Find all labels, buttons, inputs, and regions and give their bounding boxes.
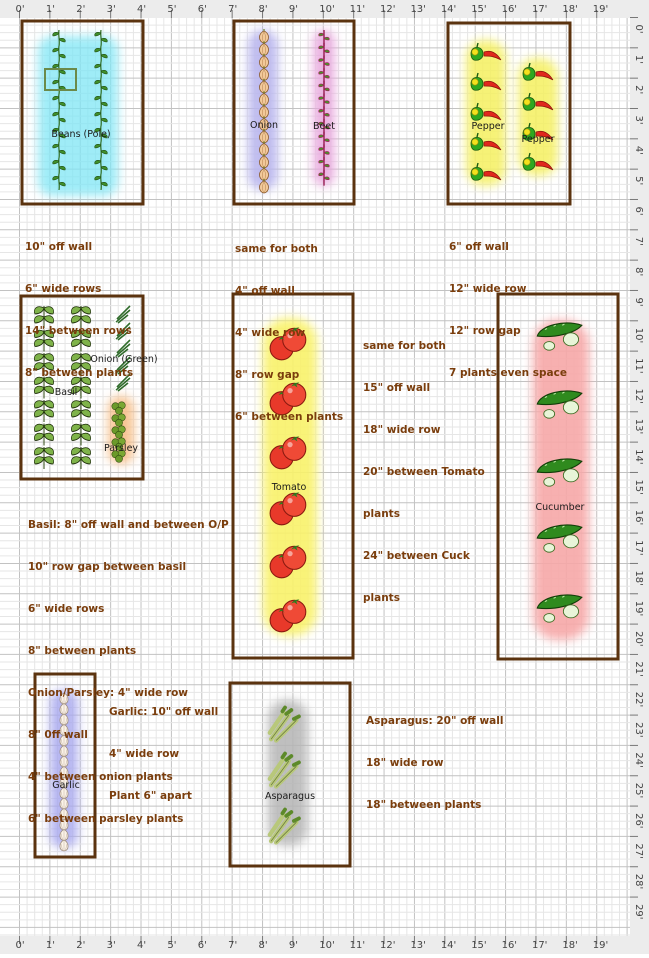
ruler-label: 24' <box>633 752 644 768</box>
ruler-label: 18' <box>562 940 578 951</box>
ruler-label: 8' <box>258 4 268 15</box>
ruler-label: 12' <box>633 388 644 404</box>
ruler-label: 6' <box>197 4 207 15</box>
ruler-label: 12' <box>380 940 396 951</box>
label-tomato: Tomato <box>271 482 307 493</box>
label-onion: Onion <box>250 120 278 131</box>
ruler-label: 17' <box>531 940 548 951</box>
note-garlic <box>109 677 218 831</box>
note-line: 12" wide row <box>449 283 527 295</box>
beans-glow <box>38 36 118 196</box>
ruler-label: 3' <box>106 4 116 15</box>
note-line: 6" wide rows <box>25 283 102 295</box>
label-beet: Beet <box>313 121 335 132</box>
ruler-label: 16' <box>633 509 644 526</box>
note-line: Basil: 8" off wall and between O/P <box>28 519 229 531</box>
ruler-label: 14' <box>440 4 457 15</box>
ruler-label: 15' <box>633 479 644 495</box>
ruler-label: 26' <box>633 813 644 829</box>
ruler-label: 19' <box>592 940 609 951</box>
note-line: 10" row gap between basil <box>28 561 187 573</box>
ruler-label: 27' <box>633 843 644 859</box>
note-line: 7 plants even space <box>449 367 567 379</box>
ruler-label: 18' <box>562 4 578 15</box>
note-line: 18" wide row <box>363 424 441 436</box>
note-line: 20" between Tomato <box>363 466 485 478</box>
ruler-label: 19' <box>633 600 644 617</box>
label-pepper-right: Pepper <box>521 134 555 145</box>
ruler-right-bar <box>630 0 649 954</box>
note-line: 8" between plants <box>25 367 134 379</box>
note-line: Plant 6" apart <box>109 790 192 802</box>
ruler-label: 16' <box>501 940 518 951</box>
ruler-label: 7' <box>228 940 238 951</box>
ruler-label: 10' <box>319 4 335 15</box>
ruler-label: 14' <box>440 940 457 951</box>
note-line: 6" between plants <box>235 411 344 423</box>
ruler-label: 7' <box>228 4 238 15</box>
ruler-label: 13' <box>633 418 644 435</box>
label-pepper-left: Pepper <box>471 121 505 132</box>
note-line: 18" between plants <box>366 799 482 811</box>
label-beans: Beans (Pole) <box>51 129 111 140</box>
ruler-label: 13' <box>410 4 426 15</box>
ruler-label: 21' <box>633 661 644 677</box>
basil-icon <box>34 447 53 469</box>
ruler-label: 17' <box>531 4 548 15</box>
ruler-label: 22' <box>633 691 644 708</box>
note-line: 8" row gap <box>235 369 300 381</box>
ruler-label: 3' <box>106 940 116 951</box>
ruler-label: 25' <box>633 782 644 799</box>
note-line: Garlic: 10" off wall <box>109 706 219 718</box>
ruler-label: 18' <box>633 570 644 586</box>
ruler-label: 16' <box>501 4 518 15</box>
note-line: Asparagus: 20" off wall <box>366 715 504 727</box>
note-line: 14" between rows <box>25 325 132 337</box>
ruler-label: 5' <box>167 940 177 951</box>
label-green-onion: Onion (Green) <box>90 354 158 365</box>
ruler-label: 15' <box>471 4 487 15</box>
ruler-label: 2' <box>76 4 86 15</box>
note-line: 15" off wall <box>363 382 431 394</box>
ruler-label: 4' <box>137 4 147 15</box>
ruler-label: 19' <box>592 4 609 15</box>
ruler-label: 11' <box>633 358 644 374</box>
ruler-label: 4' <box>137 940 147 951</box>
ruler-label: 1' <box>45 4 56 15</box>
label-garlic: Garlic <box>52 780 80 791</box>
ruler-label: 0' <box>15 4 25 15</box>
ruler-label: 0' <box>633 24 644 34</box>
ruler-label: 29' <box>633 904 644 920</box>
ruler-label: 6' <box>633 206 644 216</box>
ruler-label: 20' <box>633 631 644 647</box>
note-line: plants <box>363 508 400 520</box>
ruler-label: 8' <box>258 940 268 951</box>
note-line: 8" 0ff wall <box>28 729 88 741</box>
note-line: Onion/Parsley: 4" wide row <box>28 687 188 699</box>
ruler-label: 7' <box>633 236 644 246</box>
ruler-label: 0' <box>15 940 25 951</box>
note-line: plants <box>363 592 400 604</box>
label-cucumber: Cucumber <box>535 502 585 513</box>
note-line: 8" between plants <box>28 645 137 657</box>
ruler-label: 2' <box>76 940 86 951</box>
ruler-label: 9' <box>633 297 644 307</box>
label-asparagus: Asparagus <box>264 791 316 802</box>
note-line: 6" off wall <box>449 241 509 253</box>
ruler-label: 12' <box>380 4 396 15</box>
note-line: 24" between Cuck <box>363 550 470 562</box>
ruler-label: 5' <box>167 4 177 15</box>
ruler-label: 11' <box>349 940 366 951</box>
ruler-label: 9' <box>288 4 299 15</box>
ruler-label: 28' <box>633 873 644 890</box>
note-line: 18" wide row <box>366 757 444 769</box>
note-tomato-cucumber <box>363 311 485 633</box>
note-line: 6" wide rows <box>28 603 105 615</box>
note-line: 6" between parsley plants <box>28 813 184 825</box>
ruler-label: 10' <box>633 327 644 344</box>
ruler-label: 14' <box>633 449 644 465</box>
ruler-label: 4' <box>633 145 644 155</box>
label-parsley: Parsley <box>103 443 139 454</box>
ruler-label: 8' <box>633 267 644 277</box>
ruler-label: 15' <box>471 940 487 951</box>
ruler-label: 10' <box>319 940 335 951</box>
note-line: same for both <box>363 340 446 352</box>
ruler-label: 23' <box>633 722 644 738</box>
note-line: 4" wide row <box>235 327 306 339</box>
note-line: 4" wide row <box>109 748 180 760</box>
note-onion-beet <box>235 214 343 452</box>
note-beans <box>25 212 133 408</box>
ruler-label: 2' <box>633 85 644 95</box>
ruler-label: 17' <box>633 540 644 556</box>
ruler-label: 11' <box>349 4 366 15</box>
ruler-label: 3' <box>633 115 644 125</box>
note-line: 10" off wall <box>25 241 93 253</box>
ruler-label: 5' <box>633 176 644 186</box>
note-line: 4" off wall <box>235 285 295 297</box>
ruler-label: 6' <box>197 940 207 951</box>
note-line: 12" row gap <box>449 325 521 337</box>
ruler-label: 9' <box>288 940 299 951</box>
ruler-label: 13' <box>410 940 426 951</box>
note-asparagus <box>366 686 503 840</box>
ruler-label: 1' <box>45 940 56 951</box>
note-line: 4" between onion plants <box>28 771 173 783</box>
label-basil: Basil <box>54 387 78 398</box>
note-line: same for both <box>235 243 318 255</box>
ruler-label: 1' <box>633 54 644 64</box>
